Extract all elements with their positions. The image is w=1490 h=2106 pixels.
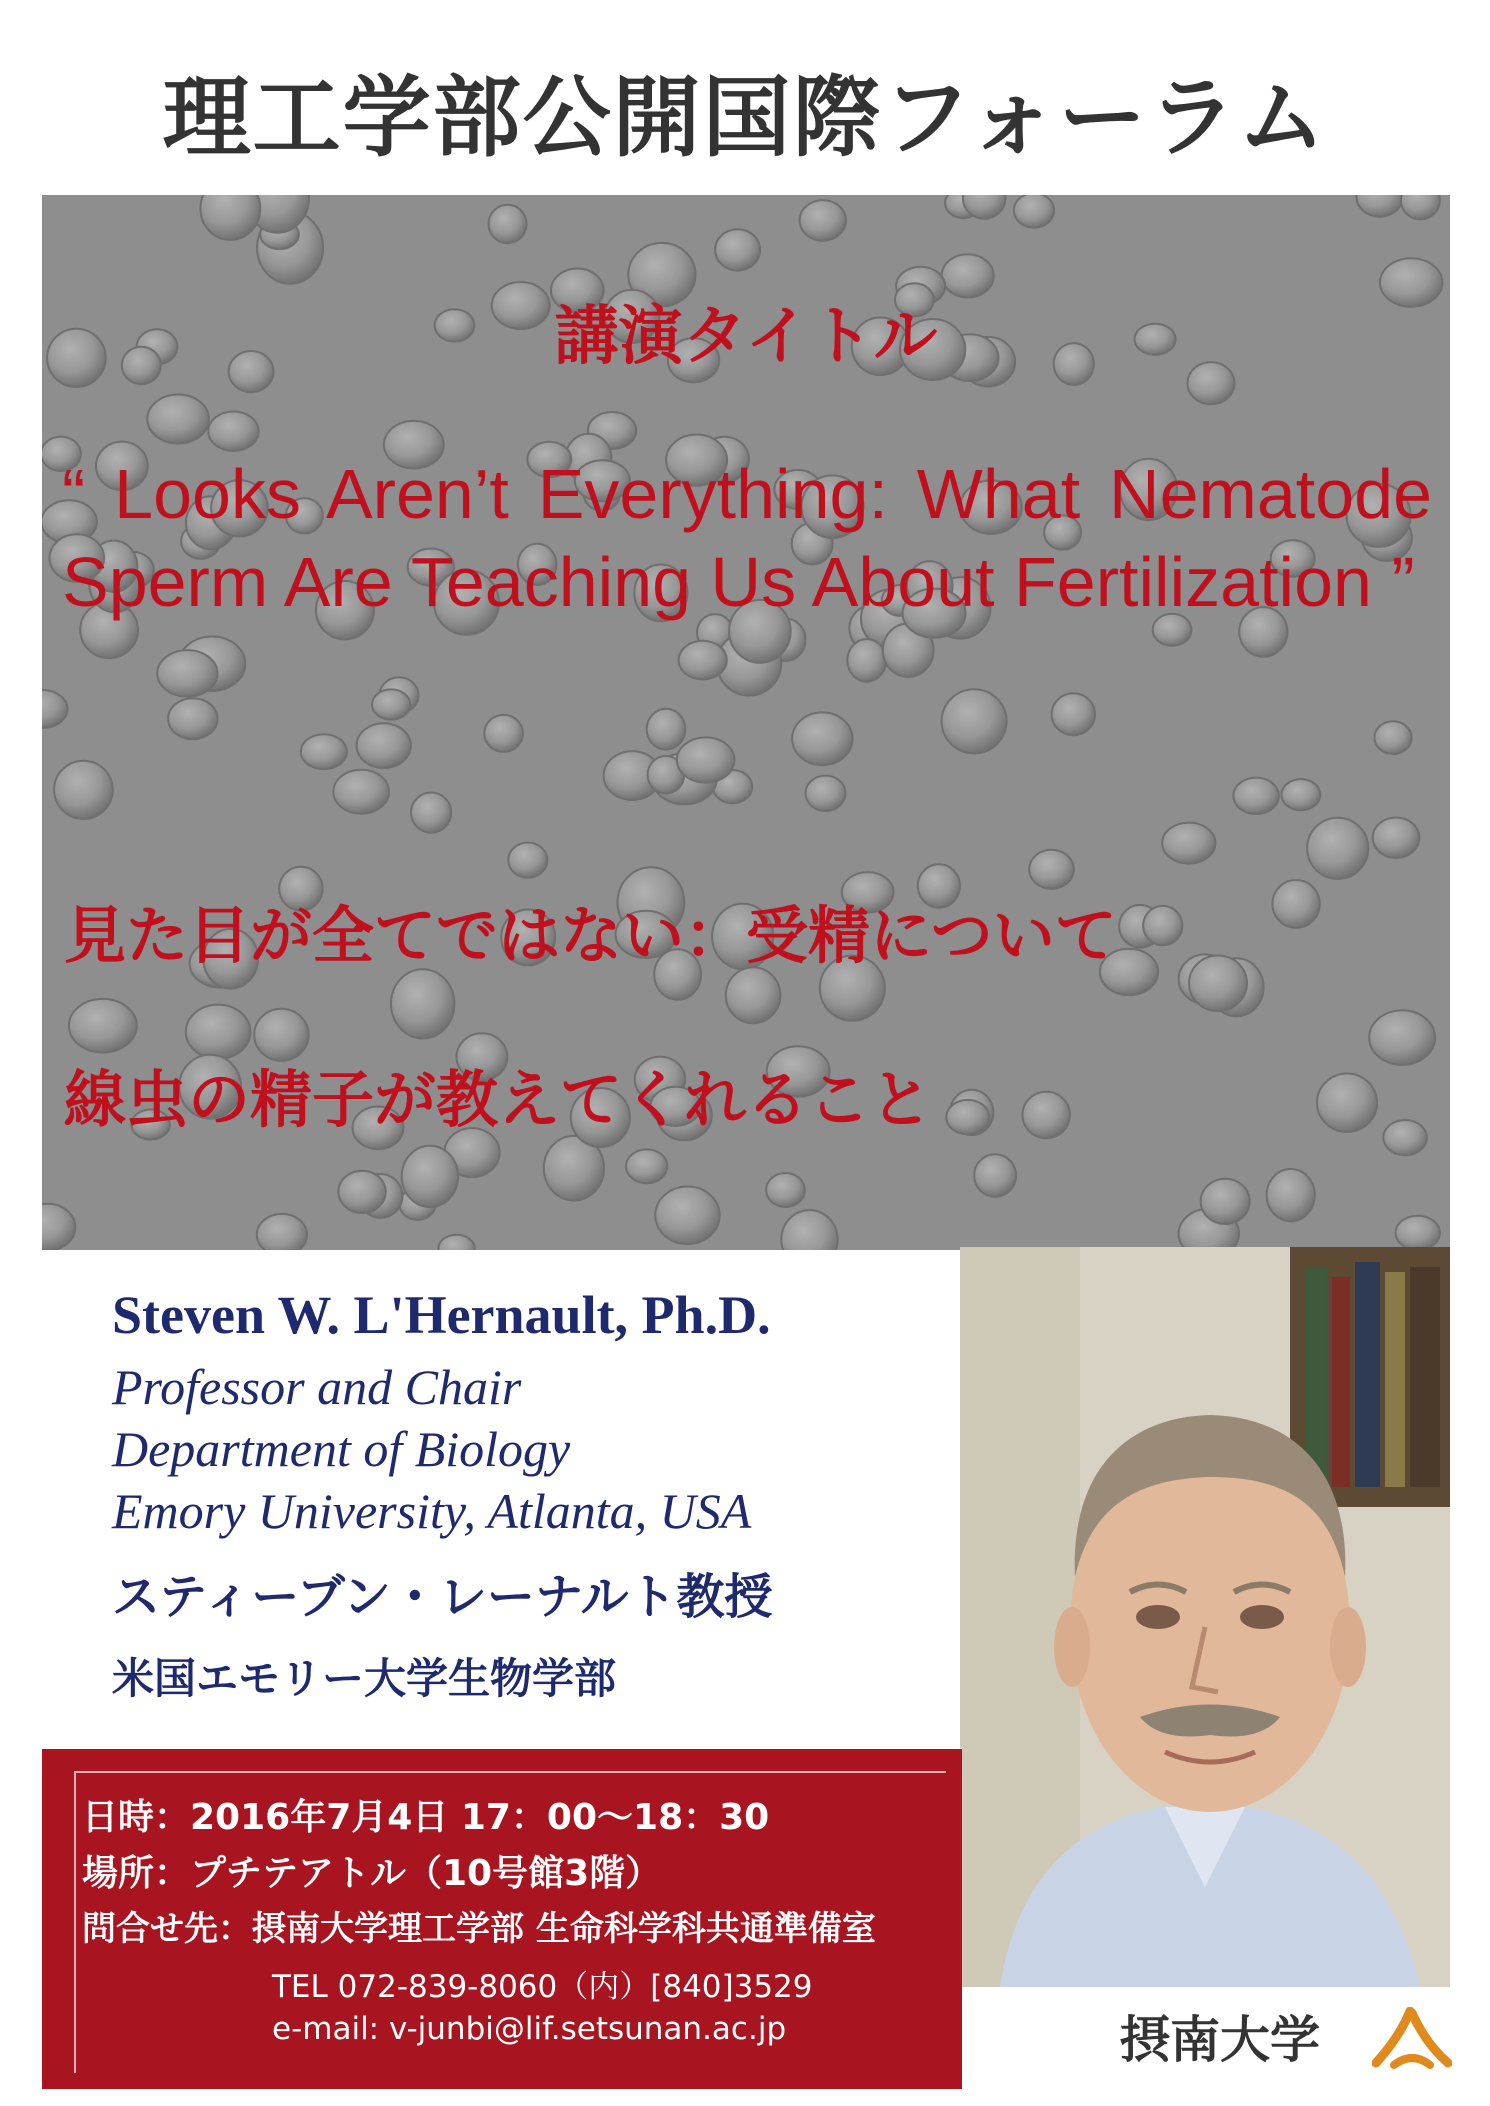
micrograph-cell — [489, 205, 527, 243]
micrograph-cell — [679, 641, 727, 680]
micrograph-cell — [357, 723, 411, 768]
micrograph-cell — [301, 734, 347, 769]
talk-title-japanese — [64, 813, 1444, 1223]
speaker-institution: Emory University, Atlanta, USA — [112, 1483, 752, 1539]
micrograph-cell — [1374, 721, 1411, 754]
speaker-position: Professor and Chair — [112, 1359, 522, 1415]
micrograph-cell — [800, 200, 846, 241]
talk-title-japanese-line1: 見た目が全てではない：受精について — [64, 899, 1117, 972]
speaker-affiliation-japanese: 米国エモリー大学生物学部 — [112, 1654, 617, 1703]
talk-banner — [42, 195, 1450, 1250]
micrograph-cell — [333, 770, 389, 814]
micrograph-cell — [806, 776, 846, 811]
event-email: e-mail: v-junbi@lif.setsunan.ac.jp — [272, 2011, 787, 2047]
micrograph-cell — [677, 737, 735, 782]
micrograph-cell — [1052, 693, 1095, 735]
forum-title: 理工学部公開国際フォーラム — [162, 66, 1328, 169]
micrograph-cell — [847, 639, 886, 682]
event-tel: TEL 072-839-8060（内）[840]3529 — [272, 1969, 813, 2005]
event-details-box — [42, 1748, 962, 2089]
speaker-department: Department of Biology — [112, 1421, 571, 1477]
speaker-name-japanese: スティーブン・レーナルト教授 — [112, 1569, 773, 1625]
micrograph-cell — [647, 709, 686, 750]
micrograph-cell — [372, 689, 410, 719]
talk-title-english: “ Looks Aren’t Everything: What Nematode Sperm Are Teaching Us About Fertilization ” — [62, 455, 1432, 621]
micrograph-cell — [484, 715, 523, 752]
speaker-portrait-illustration — [960, 1247, 1450, 1987]
university-emblem-icon — [1372, 2007, 1452, 2073]
micrograph-cell — [942, 689, 1007, 753]
micrograph-cell — [147, 395, 209, 444]
event-contact: 問合せ先：摂南大学理工学部 生命科学科共通準備室 — [82, 1909, 876, 1949]
speaker-info — [112, 1280, 952, 1710]
micrograph-cell — [54, 761, 113, 819]
event-venue: 場所：プチテアトル（10号館3階） — [82, 1853, 662, 1894]
micrograph-cell — [792, 712, 852, 765]
event-datetime: 日時：2016年7月4日 17：00～18：30 — [82, 1797, 770, 1838]
micrograph-cell — [1282, 779, 1321, 810]
university-logo — [1110, 2005, 1470, 2075]
speaker-affiliation — [112, 1356, 952, 1542]
speaker-photo — [960, 1247, 1450, 1987]
micrograph-cell — [1014, 195, 1054, 228]
micrograph-cell — [715, 229, 760, 270]
micrograph-cell — [157, 650, 217, 697]
micrograph-cell — [208, 412, 258, 451]
micrograph-cell — [1233, 778, 1278, 814]
speaker-name: Steven W. L'Hernault, Ph.D. — [112, 1285, 771, 1345]
talk-title-japanese-line2: 線虫の精子が教えてくれること — [64, 1063, 933, 1136]
micrograph-cell — [168, 698, 217, 739]
university-name: 摂南大学 — [1120, 2011, 1320, 2069]
talk-title-label: 講演タイトル — [554, 300, 938, 374]
